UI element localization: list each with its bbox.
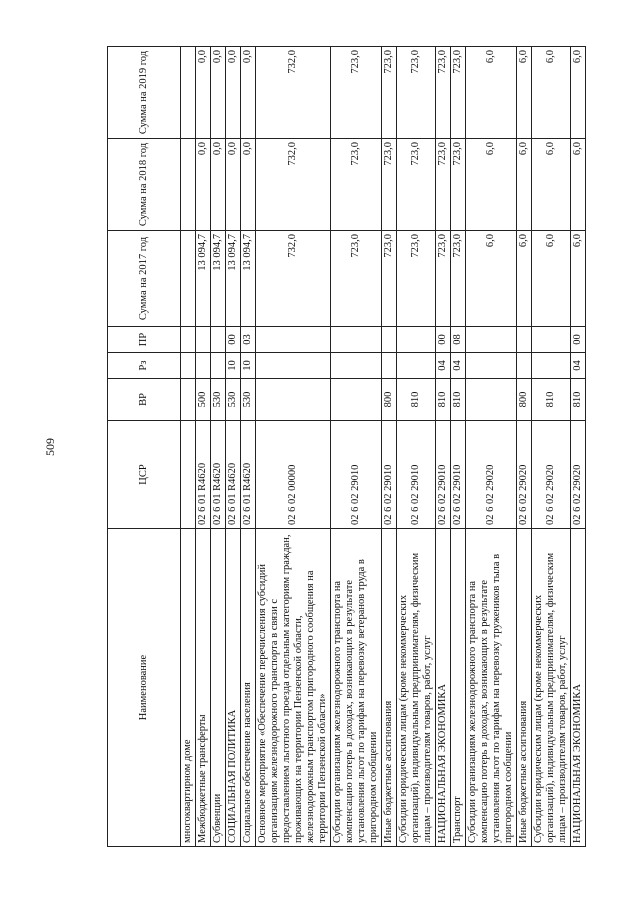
table-body [181, 47, 586, 847]
cell-pr [256, 327, 331, 353]
cell-sum-2017: 13 094,7 [211, 231, 226, 327]
cell-name: Основное мероприятие «Обеспечение перечисления субсидий организациям железнодорожного транспорта в связи с предоставлением льготного проезда отдельным категориям граждан, проживающих на территории Пензенской области, железнодорожным транспортом пригородного сообщения на территории Пензенской области» [256, 529, 331, 847]
cell-sum-2017: 13 094,7 [226, 231, 241, 327]
cell-rz [256, 353, 331, 379]
cell-csr: 02 6 01 R4620 [196, 421, 211, 529]
cell-sum-2017: 723,0 [382, 231, 397, 327]
cell-sum-2019: 723,0 [451, 47, 466, 139]
cell-rz: 10 [241, 353, 256, 379]
cell-pr [382, 327, 397, 353]
cell-sum-2018: 723,0 [397, 139, 436, 231]
cell-sum-2018: 723,0 [382, 139, 397, 231]
cell-sum-2019: 0,0 [226, 47, 241, 139]
cell-csr: 02 6 02 29010 [451, 421, 466, 529]
cell-vr [256, 379, 331, 421]
header-rz: Рз [108, 353, 181, 379]
table-header-row [108, 47, 181, 847]
cell-csr: 02 6 02 29010 [382, 421, 397, 529]
cell-csr: 02 6 02 29020 [571, 421, 586, 529]
cell-sum-2019: 6,0 [517, 47, 532, 139]
header-pr: ПР [108, 327, 181, 353]
cell-name: Субсидии организациям железнодорожного транспорта на компенсацию потерь в доходах, возникающих в результате установления льгот по тарифам на перевозку ветеранов труда в пригородном сообщении [331, 529, 382, 847]
cell-vr [466, 379, 517, 421]
cell-rz: 04 [451, 353, 466, 379]
table-row [532, 47, 571, 847]
cell-sum-2018 [181, 139, 196, 231]
cell-sum-2019: 0,0 [211, 47, 226, 139]
cell-rz: 04 [571, 353, 586, 379]
cell-sum-2017 [181, 231, 196, 327]
cell-sum-2017: 723,0 [451, 231, 466, 327]
cell-name: Субвенции [211, 529, 226, 847]
table-row [256, 47, 331, 847]
cell-pr [532, 327, 571, 353]
cell-sum-2018: 6,0 [517, 139, 532, 231]
cell-sum-2017: 723,0 [436, 231, 451, 327]
cell-rz: 04 [436, 353, 451, 379]
cell-vr: 500 [196, 379, 211, 421]
cell-sum-2018: 723,0 [436, 139, 451, 231]
cell-sum-2018: 723,0 [331, 139, 382, 231]
cell-pr [466, 327, 517, 353]
cell-rz: 10 [226, 353, 241, 379]
table-row [241, 47, 256, 847]
cell-vr: 810 [532, 379, 571, 421]
cell-name: Субсидии юридическим лицам (кроме некоммерческих организаций), индивидуальным предпринимателям, физическим лицам – производителям товаров, работ, услуг [532, 529, 571, 847]
cell-csr: 02 6 02 29020 [466, 421, 517, 529]
cell-sum-2018: 0,0 [241, 139, 256, 231]
cell-sum-2018: 6,0 [466, 139, 517, 231]
table-row [331, 47, 382, 847]
table-row [382, 47, 397, 847]
cell-rz [382, 353, 397, 379]
cell-name: Субсидии организациям железнодорожного транспорта на компенсацию потерь в доходах, возникающих в результате установления льгот по тарифам на перевозку тружеников тыла в пригородном сообщении [466, 529, 517, 847]
cell-rz [196, 353, 211, 379]
cell-name: Транспорт [451, 529, 466, 847]
table-row [436, 47, 451, 847]
cell-sum-2019: 6,0 [466, 47, 517, 139]
cell-csr: 02 6 02 29010 [436, 421, 451, 529]
cell-sum-2017: 732,0 [256, 231, 331, 327]
cell-pr: 00 [226, 327, 241, 353]
cell-vr: 800 [517, 379, 532, 421]
table-row [397, 47, 436, 847]
cell-csr: 02 6 02 29010 [331, 421, 382, 529]
cell-csr: 02 6 02 00000 [256, 421, 331, 529]
cell-sum-2018: 0,0 [196, 139, 211, 231]
cell-rz [397, 353, 436, 379]
cell-sum-2019: 723,0 [382, 47, 397, 139]
cell-csr: 02 6 02 29010 [397, 421, 436, 529]
page-number: 509 [43, 438, 57, 456]
cell-pr: 08 [451, 327, 466, 353]
cell-rz [466, 353, 517, 379]
cell-rz [181, 353, 196, 379]
cell-csr: 02 6 01 R4620 [226, 421, 241, 529]
table-row [466, 47, 517, 847]
cell-vr [331, 379, 382, 421]
cell-vr: 810 [571, 379, 586, 421]
cell-vr: 530 [211, 379, 226, 421]
cell-sum-2018: 732,0 [256, 139, 331, 231]
cell-name: Субсидии юридическим лицам (кроме некоммерческих организаций), индивидуальным предпринимателям, физическим лицам – производителям товаров, работ, услуг [397, 529, 436, 847]
cell-pr [211, 327, 226, 353]
header-sum-2017: Сумма на 2017 год [108, 231, 181, 327]
cell-name: Иные бюджетные ассигнования [517, 529, 532, 847]
cell-sum-2018: 6,0 [532, 139, 571, 231]
budget-table [107, 46, 586, 847]
cell-vr: 800 [382, 379, 397, 421]
cell-csr: 02 6 01 R4620 [211, 421, 226, 529]
cell-vr: 810 [436, 379, 451, 421]
cell-sum-2018: 6,0 [571, 139, 586, 231]
cell-pr [196, 327, 211, 353]
table-row [181, 47, 196, 847]
cell-name: Социальное обеспечение населения [241, 529, 256, 847]
cell-csr: 02 6 02 29020 [532, 421, 571, 529]
rotated-page-content [107, 47, 607, 847]
cell-pr [331, 327, 382, 353]
table-row [226, 47, 241, 847]
cell-sum-2019: 0,0 [196, 47, 211, 139]
cell-vr: 810 [397, 379, 436, 421]
cell-sum-2019 [181, 47, 196, 139]
header-vr: ВР [108, 379, 181, 421]
cell-sum-2019: 6,0 [571, 47, 586, 139]
cell-sum-2017: 13 094,7 [241, 231, 256, 327]
cell-name: Иные бюджетные ассигнования [382, 529, 397, 847]
cell-pr: 03 [241, 327, 256, 353]
cell-pr: 00 [436, 327, 451, 353]
cell-sum-2018: 723,0 [451, 139, 466, 231]
cell-sum-2017: 13 094,7 [196, 231, 211, 327]
table-row [451, 47, 466, 847]
cell-csr: 02 6 02 29020 [517, 421, 532, 529]
cell-sum-2018: 0,0 [226, 139, 241, 231]
cell-sum-2019: 723,0 [436, 47, 451, 139]
header-sum-2018: Сумма на 2018 год [108, 139, 181, 231]
cell-sum-2019: 723,0 [397, 47, 436, 139]
table-row [571, 47, 586, 847]
cell-csr [181, 421, 196, 529]
cell-sum-2017: 6,0 [571, 231, 586, 327]
cell-pr: 00 [571, 327, 586, 353]
cell-vr: 530 [226, 379, 241, 421]
cell-sum-2019: 723,0 [331, 47, 382, 139]
table-row [517, 47, 532, 847]
cell-csr: 02 6 01 R4620 [241, 421, 256, 529]
cell-name: НАЦИОНАЛЬНАЯ ЭКОНОМИКА [571, 529, 586, 847]
table-row [196, 47, 211, 847]
cell-rz [532, 353, 571, 379]
cell-sum-2017: 6,0 [466, 231, 517, 327]
cell-sum-2018: 0,0 [211, 139, 226, 231]
cell-rz [331, 353, 382, 379]
cell-rz [211, 353, 226, 379]
table-row [211, 47, 226, 847]
cell-sum-2017: 723,0 [397, 231, 436, 327]
cell-name: многоквартирном доме [181, 529, 196, 847]
cell-pr [517, 327, 532, 353]
cell-pr [397, 327, 436, 353]
cell-name: Межбюджетные трансферты [196, 529, 211, 847]
cell-sum-2017: 6,0 [517, 231, 532, 327]
header-name: Наименование [108, 529, 181, 847]
cell-sum-2019: 732,0 [256, 47, 331, 139]
cell-rz [517, 353, 532, 379]
cell-name: СОЦИАЛЬНАЯ ПОЛИТИКА [226, 529, 241, 847]
cell-sum-2019: 0,0 [241, 47, 256, 139]
cell-vr [181, 379, 196, 421]
cell-vr: 530 [241, 379, 256, 421]
header-sum-2019: Сумма на 2019 год [108, 47, 181, 139]
cell-sum-2017: 6,0 [532, 231, 571, 327]
cell-sum-2017: 723,0 [331, 231, 382, 327]
header-csr: ЦСР [108, 421, 181, 529]
cell-name: НАЦИОНАЛЬНАЯ ЭКОНОМИКА [436, 529, 451, 847]
cell-sum-2019: 6,0 [532, 47, 571, 139]
cell-pr [181, 327, 196, 353]
cell-vr: 810 [451, 379, 466, 421]
